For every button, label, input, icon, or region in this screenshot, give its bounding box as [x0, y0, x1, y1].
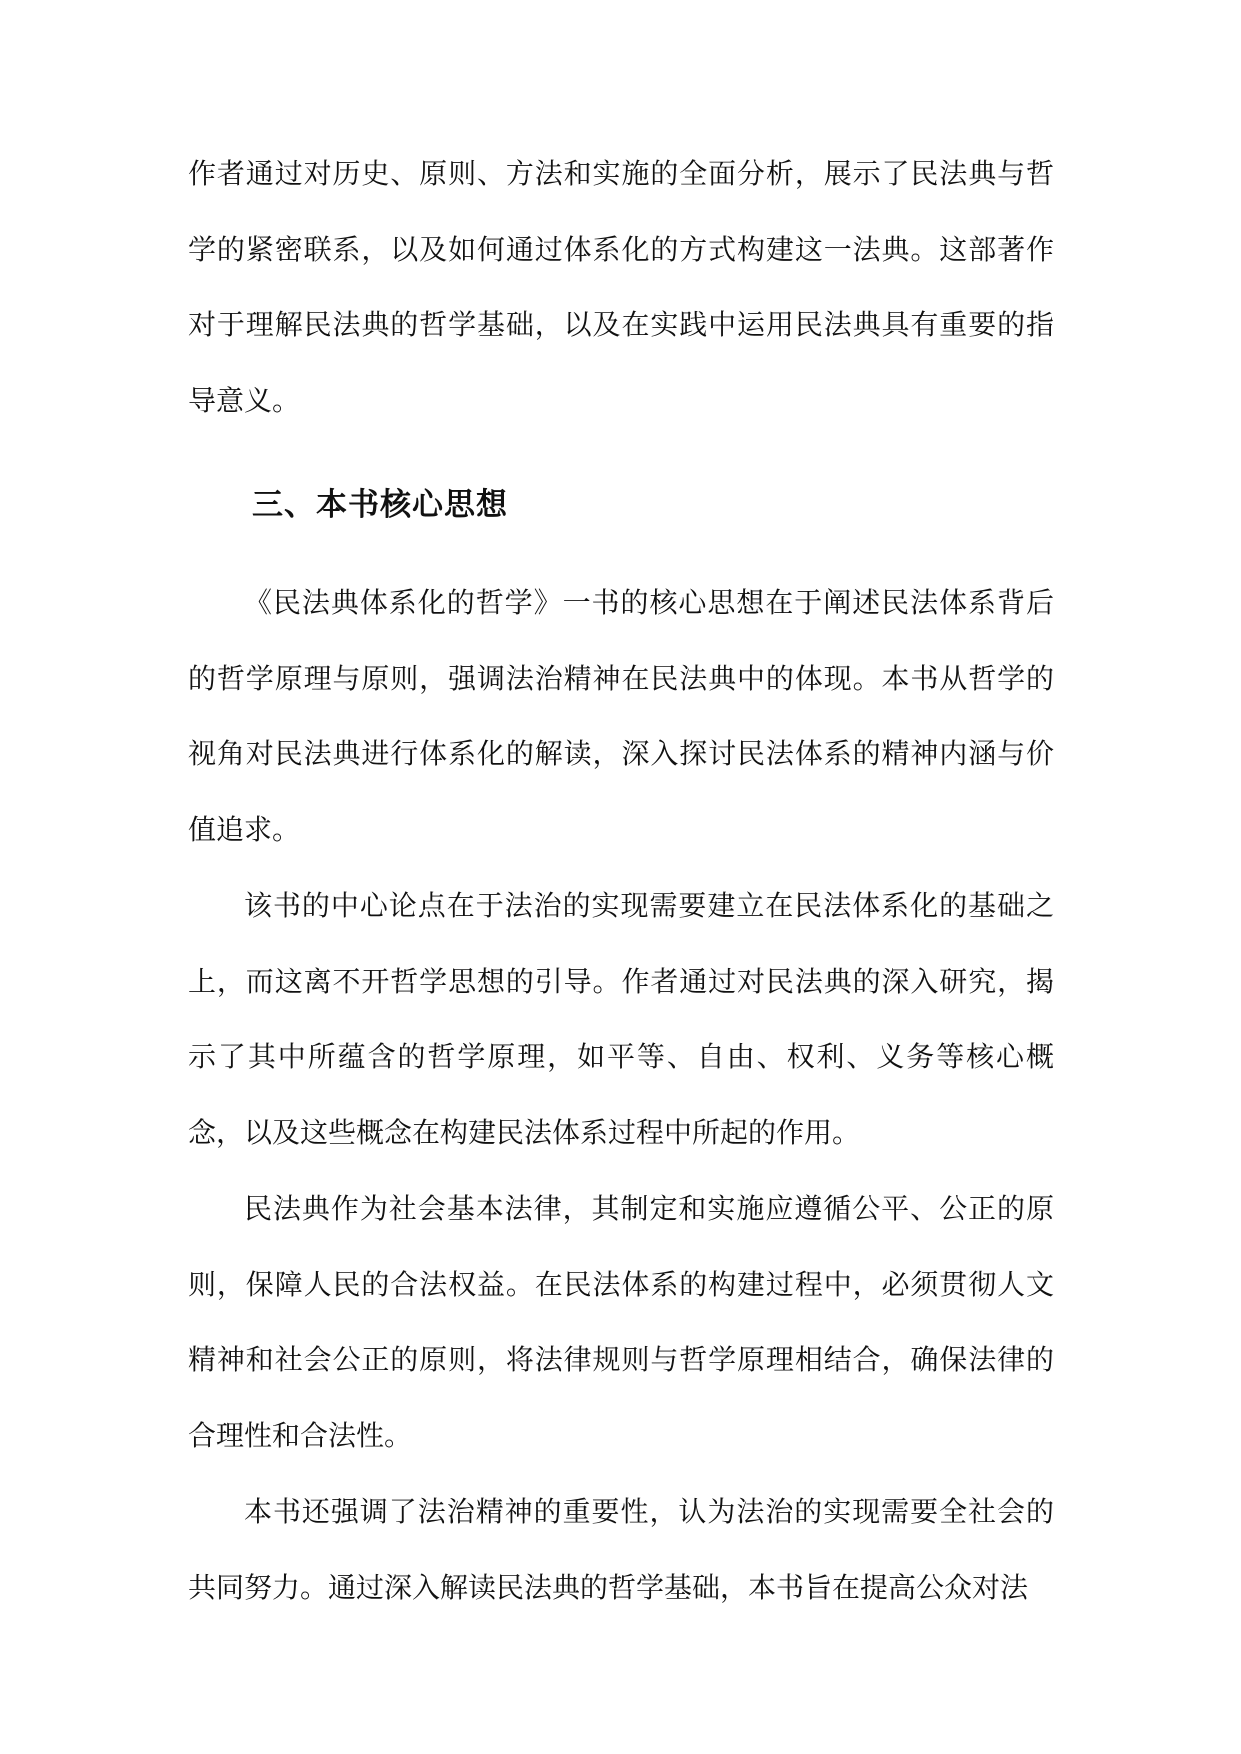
- body-paragraph: 本书还强调了法治精神的重要性，认为法治的实现需要全社会的共同努力。通过深入解读民法典的哲学基础，本书旨在提高公众对法: [188, 1495, 1054, 1604]
- body-paragraph: 作者通过对历史、原则、方法和实施的全面分析，展示了民法典与哲学的紧密联系，以及如何通过体系化的方式构建这一法典。这部著作对于理解民法典的哲学基础，以及在实践中运用民法典具有重要的指导意义。: [188, 157, 1054, 417]
- body-paragraph: 《民法典体系化的哲学》一书的核心思想在于阐述民法体系背后的哲学原理与原则，强调法治精神在民法典中的体现。本书从哲学的视角对民法典进行体系化的解读，深入探讨民法体系的精神内涵与价值追求。: [188, 586, 1054, 846]
- body-paragraph: 该书的中心论点在于法治的实现需要建立在民法体系化的基础之上，而这离不开哲学思想的引导。作者通过对民法典的深入研究，揭示了其中所蕴含的哲学原理，如平等、自由、权利、义务等核心概念，以及这些概念在构建民法体系过程中所起的作用。: [188, 889, 1054, 1149]
- body-paragraph: 民法典作为社会基本法律，其制定和实施应遵循公平、公正的原则，保障人民的合法权益。在民法体系的构建过程中，必须贯彻人文精神和社会公正的原则，将法律规则与哲学原理相结合，确保法律的合理性和合法性。: [188, 1192, 1054, 1452]
- section-heading: 三、本书核心思想: [252, 487, 508, 523]
